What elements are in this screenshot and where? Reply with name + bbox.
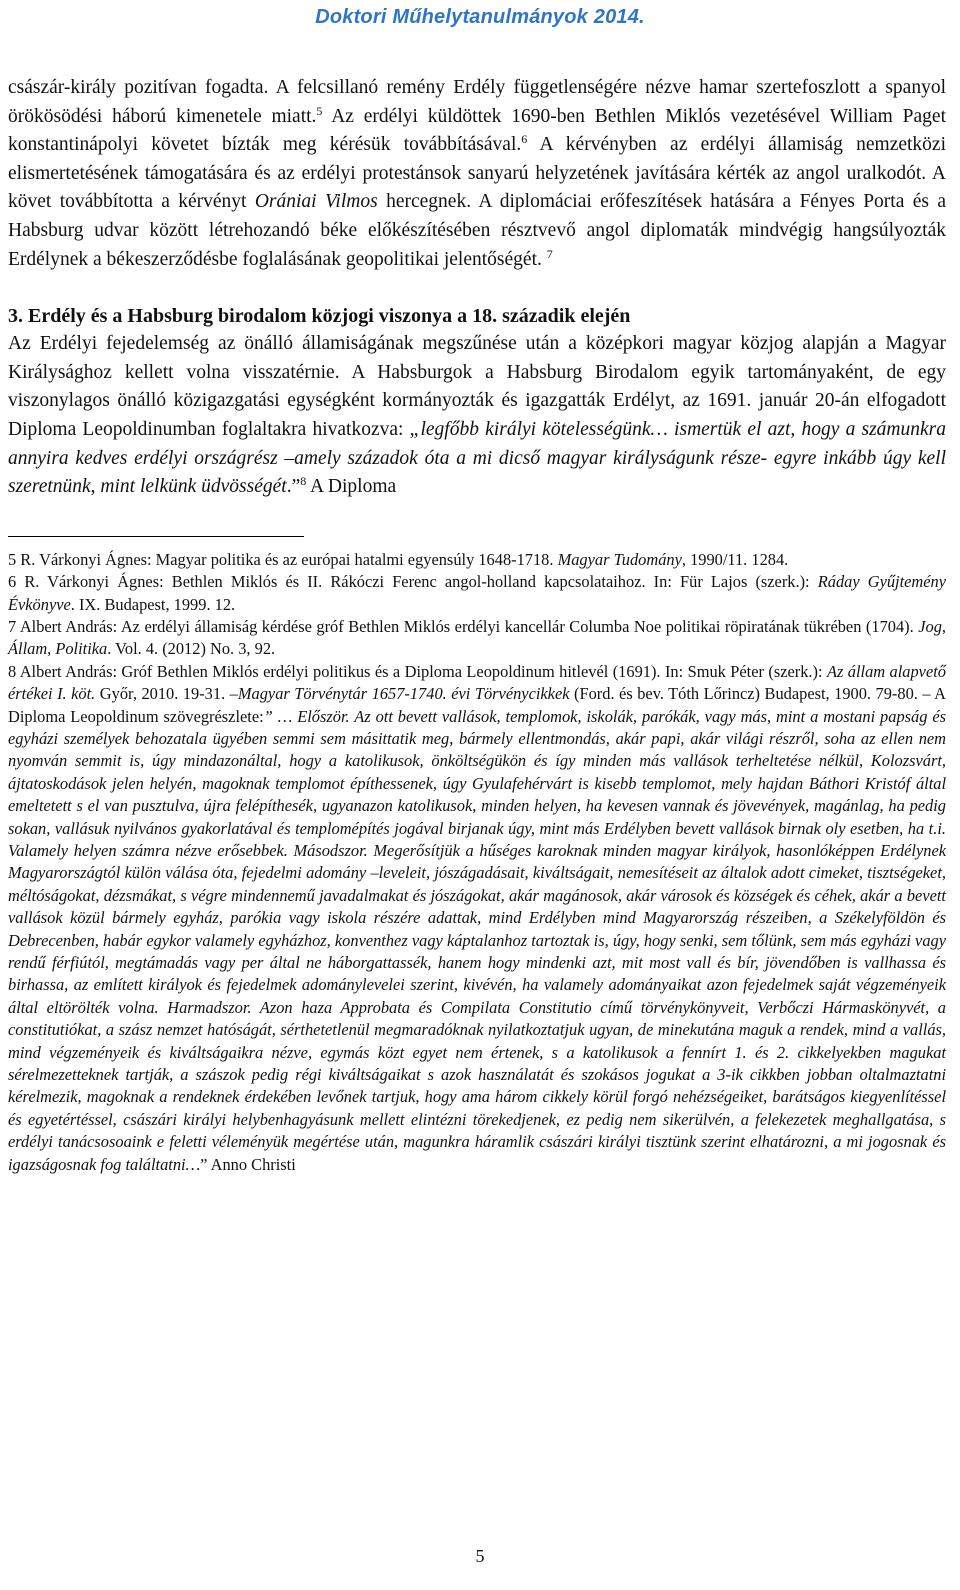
text-run: császár-király pozitívan fogadta. A felcsillanó remény Erdély függetlenségére nézve hamar szertefoszlott a spanyol örökösödési háború kimenetele miatt. [8,77,946,127]
footnotes [8,549,946,1176]
footnote-ref-6[interactable]: 6 [521,132,528,147]
paragraph [8,330,946,502]
text-run: . Vol. 4. (2012) No. 3, 92. [107,639,276,659]
text-run: Az Erdélyi fejedelemség az önálló államiságának megszűnése után a középkori magyar közjog alapján a Magyar Királysághoz kellett volna visszatérnie. A Habsburgok a Habsburg Birodalom egyik tartományaként, de egy viszonylagos önálló közigazgatási egységként kormányozták és igazgatták Erdélyt, az 1691. január 20-án elfogadott Diploma Leopoldinumban foglaltakra hivatkozva: [8,333,946,440]
text-run: 8 Albert András: Gróf Bethlen Miklós erdélyi politikus és a Diploma Leopoldinum hitlevél (1691). In: Smuk Péter (szerk.): [8,661,827,681]
footnote-8 [8,661,946,1176]
footnote-separator [8,536,304,537]
text-run: ” Anno Christi [200,1154,296,1174]
text-run: Győr, 2010. 19-31. – [95,684,238,704]
text-run: .” [286,476,301,498]
book-title: Az állam alapvető értékei I. köt. [8,661,946,704]
spacer [8,274,946,302]
journal-title: Jog, Állam, Politika [8,616,946,659]
section-heading: 3. Erdély és a Habsburg birodalom közjogi viszonya a 18. századik elején [8,305,631,328]
text-run: A Diploma [306,476,397,498]
main-text [8,74,946,1176]
text-run: 6 R. Várkonyi Ágnes: Bethlen Miklós és II. Rákóczi Ferenc angol-holland kapcsolataihoz. In: Für Lajos (szerk.): [8,572,818,592]
footnote-7 [8,616,946,661]
footnote-6 [8,571,946,616]
diploma-excerpt: ” … Először. Az ott bevett vallások, templomok, iskolák, parókák, vagy más, mint a mostani papság és egyházi személyek behozatala ügyében semmi sem másittatik meg, bármely ellentmondás, akár papi, akár világi részről, soha az ellen nem nyomván semmit is, úgy mindazonáltal, hogy a katolikusok, önköltségükön és így minden más vallások terheltetése nélkül, Kolozsvárt, ájtatoskodások jelen helyén, magoknak templomot építhessenek, úgy Gyulafehérvárt is kisebb templomot, mely hajdan Báthori Kristóf által emeltetett s el van pusztulva, újra felépíthesék, ugyanazon katolikusok, minden helyen, ha kevesen vannak és jövevények, magánlag, ha pedig sokan, vallásuk nyilvános gyakorlatával és templomépítés jogával birjanak úgy, mint más Erdélyben bevett vallások birnak oly esetben, ha t.i. Valamely helyen számra nézve erősebbek. Másodszor. Megerősítjük a hűséges karoknak minden magyar királyok, hasonlóképpen Erdélynek Magyarországtól külön válása óta, fejedelmi adomány –leveleit, jószágadásait, kiváltságait, nemesítéseit az általok adott cimeket, tisztségeket, méltóságokat, dézsmákat, s végre mindennemű javadalmakat és jószágokat, akár magánosok, akár városok és községek és céhek, akár a bevett vallások közül bármely egyház, parókia vagy iskola részére adattak, mind Erdélyben mind Magyarország részeiben, a Székelyföldön és Debrecenben, habár egykor valamely egyházhoz, konventhez vagy káptalanhoz tartoztak is, úgy, hogy senki, sem tőlünk, sem más egyházi vagy rendű férfiútól, megtámadás vagy per által ne háborgattassék, hanem hogy mindenki azt, mit most vall és bír, jövendőben is vallhassa és birhassa, az említett királyok és fejedelmek adománylevelei szerint, kivévén, ha valamely adományaikat azon fejedelmek saját végzeményeik által eltörölték volna. Harmadszor. Azon haza Approbata és Compilata Constitutio című törvénykönyveit, Verbőczi Hármaskönyvét, a constitutiókat, a szász nemzet hatóságát, sérthetetlenül megmaradóknak nyilatkoztatjuk ugyan, de minekutána maguk a rendek, mind a vallás, mind végzeményeik és kiváltságaikra nézve, egymás közt egyet nem értenek, s a katolikusok a fennírt 1. és 2. cikkelyekben magukat sérelmezetteknek tartják, a szászok pedig régi kiváltságaikat s azok használatát és szokásos jogukat a 3-ik cikkben jobban oltalmaztatni kérelmezik, magoknak a rendeknek érdekében levőnek tartjuk, hogy ama három cikkely körül forgó nehézségeiket, barátságos kiegyenlítéssel és egyetértéssel, császári királyi helybenhagyásunk mellett elintézni törekedjenek, ez pedig nem sikerülvén, a felekezetek meghallgatása, s erdélyi tanácsosoaink e feletti véleményük megértése után, magunkra háramlik császári királyi tisztünk szerint elhatározni, a mi jogosnak és igazságosnak fog találtatni… [8,706,947,1174]
text-run: , 1990/11. 1284. [681,549,789,569]
footnote-ref-7[interactable]: 7 [546,246,553,261]
page-number: 5 [475,1546,485,1566]
text-run: Az erdélyi küldöttek 1690-ben Bethlen Miklós vezetésével William Paget konstantinápolyi követet bízták meg kérésük továbbításával. [8,105,946,156]
text-run: 5 R. Várkonyi Ágnes: Magyar politika és az európai hatalmi egyensúly 1648-1718. [8,549,558,569]
text-run: . IX. Budapest, 1999. 12. [70,594,236,614]
journal-title: Ráday Gyűjtemény Évkönyve [8,572,947,614]
text-run: (Ford. és bev. Tóth Lőrincz) Budapest, 1900. 79-80. – A Diploma Leopoldinum szövegrészlete: [8,684,947,726]
paragraph [8,74,946,274]
text-run: hercegnek. A diplomáciai erőfeszítések hatására a Fényes Porta és a Habsburg udvar között létrehozandó béke előkészítésében résztvevő angol diplomaták mindvégig hangsúlyozták Erdélynek a békeszerződésbe foglalásának geopolitikai jelentőségét. [8,191,946,270]
book-title: Magyar Törvénytár 1657-1740. évi Törvénycikkek [237,684,570,704]
running-header: Doktori Műhelytanulmányok 2014. [315,6,645,28]
footnote-ref-5[interactable]: 5 [316,103,323,118]
footnote-5 [8,549,946,571]
italic-name: Orániai Vilmos [254,191,378,213]
journal-title: Magyar Tudomány [557,549,682,569]
text-run: 7 Albert András: Az erdélyi államiság kérdése gróf Bethlen Miklós erdélyi kancellár Columba Noe politikai röpiratának tükrében (1704). [8,616,919,636]
text-run: A kérvényben az erdélyi államiság nemzetközi elismertetésének támogatására és az erdélyi protestánsok sanyarú helyzetének javítására kérték az angol uralkodót. A követ továbbította a kérvényt [8,134,947,213]
footnote-ref-8[interactable]: 8 [300,474,307,489]
quotation: „legfőbb királyi kötelességünk… ismertük el azt, hogy a számunkra annyira kedves erdélyi országrész –amely századok óta a mi dicső magyar királyságunk része- egyre inkább úgy kell szeretnünk, mint lelkünk üdvösségét [8,418,947,498]
